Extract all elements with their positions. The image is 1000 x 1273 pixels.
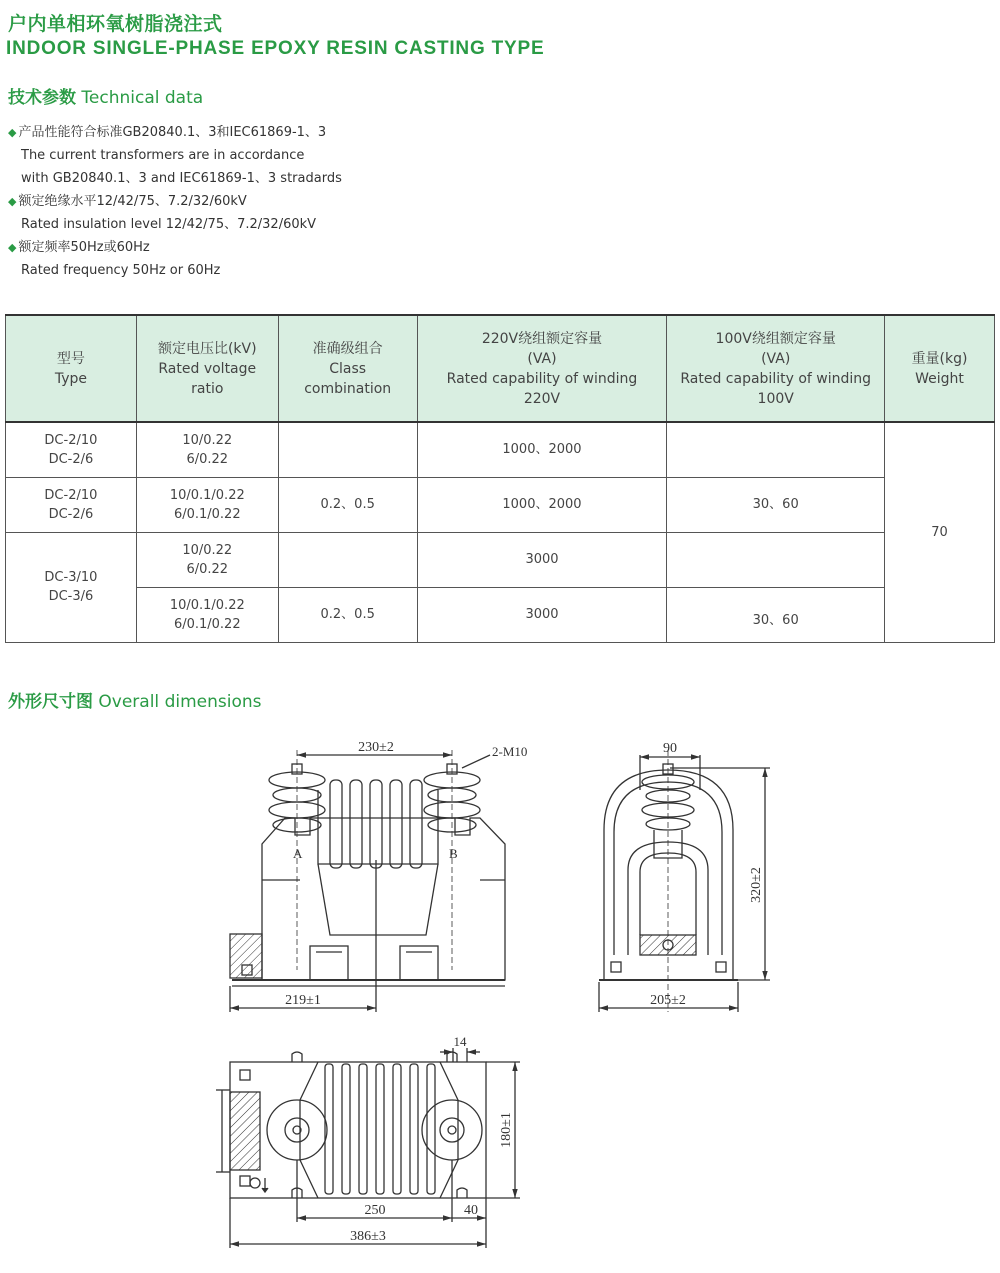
cell-type: DC-3/10 DC-3/6: [6, 532, 137, 642]
cell-ratio: 10/0.22 6/0.22: [136, 422, 278, 477]
page-title-cn: 户内单相环氧树脂浇注式: [8, 13, 223, 35]
dim-side-top: 90: [663, 741, 677, 756]
cell-class: 0.2、0.5: [278, 587, 417, 642]
cell-cap220: 3000: [417, 587, 667, 642]
cell-ratio: 10/0.22 6/0.22: [136, 532, 278, 587]
diamond-bullet-icon: ◆: [8, 195, 17, 208]
cell-cap220: 1000、2000: [417, 477, 667, 532]
dim-plan-slot: 14: [453, 1034, 467, 1049]
tech-line-text: Rated insulation level 12/42/75、7.2/32/60kV: [21, 217, 317, 232]
side-view: [599, 741, 770, 1012]
cell-class: 0.2、0.5: [278, 477, 417, 532]
front-view: [230, 740, 527, 1012]
cell-weight: 70: [885, 422, 995, 642]
dim-plan-span: 250: [364, 1203, 386, 1218]
technical-data-heading-cn: 技术参数: [8, 88, 76, 108]
dim-side-bottom: 205±2: [650, 993, 686, 1008]
header-class: 准确级组合 Class combination: [278, 315, 417, 422]
terminal-b-label: B: [449, 846, 458, 861]
diamond-bullet-icon: ◆: [8, 126, 17, 139]
header-cap100: 100V绕组额定容量 (VA) Rated capability of winding 100V: [667, 315, 885, 422]
cell-type: DC-2/10 DC-2/6: [6, 477, 137, 532]
cell-ratio: 10/0.1/0.22 6/0.1/0.22: [136, 587, 278, 642]
header-cap220: 220V绕组额定容量 (VA) Rated capability of winding 220V: [417, 315, 667, 422]
dim-front-thread: 2-M10: [492, 744, 528, 759]
overall-dimensions-heading-en: Overall dimensions: [98, 692, 262, 712]
overall-dimensions-heading-cn: 外形尺寸图: [8, 692, 93, 712]
technical-data-heading-en: Technical data: [81, 88, 204, 108]
plan-view: [216, 1034, 520, 1248]
diamond-bullet-icon: ◆: [8, 241, 17, 254]
tech-line-text: 额定绝缘水平12/42/75、7.2/32/60kV: [18, 194, 247, 209]
cell-cap220: 3000: [417, 532, 667, 587]
tech-line-text: Rated frequency 50Hz or 60Hz: [21, 263, 221, 278]
cell-cap100: 30、60: [667, 477, 885, 532]
header-type: 型号 Type: [6, 315, 137, 422]
tech-line-text: with GB20840.1、3 and IEC61869-1、3 stradards: [21, 171, 342, 186]
dim-side-height: 320±2: [749, 867, 764, 903]
cell-type: DC-2/10 DC-2/6: [6, 422, 137, 477]
tech-line-text: 产品性能符合标准GB20840.1、3和IEC61869-1、3: [18, 125, 327, 140]
cell-ratio: 10/0.1/0.22 6/0.1/0.22: [136, 477, 278, 532]
dim-front-top: 230±2: [358, 740, 394, 755]
header-ratio: 额定电压比(kV) Rated voltage ratio: [136, 315, 278, 422]
dim-plan-overall: 386±3: [350, 1229, 386, 1244]
cell-cap100: 30、60: [667, 587, 885, 642]
tech-line-text: The current transformers are in accordance: [21, 148, 305, 163]
tech-line-text: 额定频率50Hz或60Hz: [18, 240, 150, 255]
page-title-en: INDOOR SINGLE-PHASE EPOXY RESIN CASTING TYPE: [6, 38, 545, 59]
dim-plan-edge: 40: [464, 1203, 478, 1218]
dim-plan-height: 180±1: [499, 1112, 514, 1148]
header-weight: 重量(kg) Weight: [885, 315, 995, 422]
terminal-a-label: A: [293, 846, 303, 861]
cell-cap220: 1000、2000: [417, 422, 667, 477]
dim-front-bottom: 219±1: [285, 993, 321, 1008]
